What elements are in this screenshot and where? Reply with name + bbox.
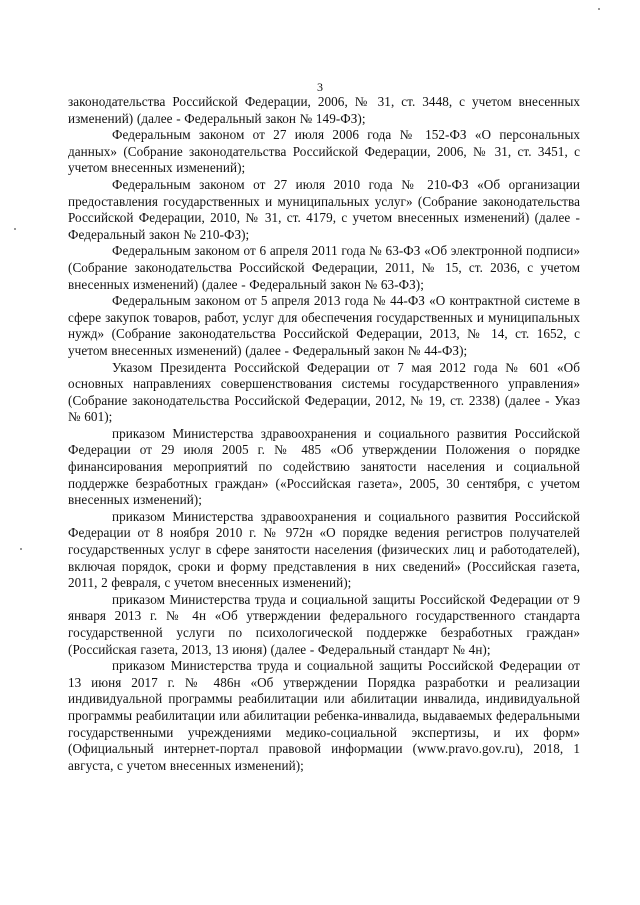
page-number: 3 xyxy=(317,80,323,94)
paragraph-federal-law-63: Федеральным законом от 6 апреля 2011 года № 63-ФЗ «Об электронной подписи» (Собрание законодательства Российской Федерации, 2011, № 15, ст. 2036, с учетом внесенных изменений) (далее - Федеральный закон № 63-ФЗ); xyxy=(68,243,580,292)
paragraph-order-972n: приказом Министерства здравоохранения и социального развития Российской Федерации от 8 ноября 2010 г. № 972н «О порядке ведения регистров получателей государственных услуг в сфере занятости населения (физических лиц и работодателей), включая порядок, сроки и форму представления в них сведений» (Российская газета, 2011, 2 февраля, с учетом внесенных изменений); xyxy=(68,508,580,591)
scan-speck xyxy=(20,548,22,550)
scan-speck xyxy=(14,228,16,230)
document-body xyxy=(68,94,580,774)
paragraph-federal-law-152: Федеральным законом от 27 июля 2006 года № 152-ФЗ «О персональных данных» (Собрание законодательства Российской Федерации, 2006, № 31, ст. 3451, с учетом внесенных изменений); xyxy=(68,127,580,176)
paragraph-decree-601: Указом Президента Российской Федерации от 7 мая 2012 года № 601 «Об основных направлениях совершенствования системы государственного управления» (Собрание законодательства Российской Федерации, 2012, № 19, ст. 2338) (далее - Указ № 601); xyxy=(68,359,580,425)
paragraph-federal-law-210: Федеральным законом от 27 июля 2010 года № 210-ФЗ «Об организации предоставления государственных и муниципальных услуг» (Собрание законодательства Российской Федерации, 2010, № 31, ст. 4179, с учетом внесенных изменений) (далее - Федеральный закон № 210-ФЗ); xyxy=(68,176,580,242)
scan-speck xyxy=(598,8,600,10)
paragraph-order-486n: приказом Министерства труда и социальной защиты Российской Федерации от 13 июня 2017 г. № 486н «Об утверждении Порядка разработки и реализации индивидуальной программы реабилитации или абилитации инвалида, индивидуальной программы реабилитации или абилитации ребенка-инвалида, выдаваемых федеральными государственными учреждениями медико-социальной экспертизы, и их форм» (Официальный интернет-портал правовой информации (www.pravo.gov.ru), 2018, 1 августа, с учетом внесенных изменений); xyxy=(68,658,580,773)
paragraph-continuation: законодательства Российской Федерации, 2006, № 31, ст. 3448, с учетом внесенных изменений) (далее - Федеральный закон № 149-ФЗ); xyxy=(68,94,580,126)
paragraph-order-4n: приказом Министерства труда и социальной защиты Российской Федерации от 9 января 2013 г. № 4н «Об утверждении федерального государственного стандарта государственной услуги по психологической поддержке безработных граждан» (Российская газета, 2013, 13 июня) (далее - Федеральный стандарт № 4н); xyxy=(68,591,580,657)
paragraph-order-485: приказом Министерства здравоохранения и социального развития Российской Федерации от 29 июля 2005 г. № 485 «Об утверждении Положения о порядке финансирования мероприятий по содействию занятости населения и социальной поддержке безработных граждан» («Российская газета», 2005, 30 сентября, с учетом внесенных изменений); xyxy=(68,425,580,508)
paragraph-federal-law-44: Федеральным законом от 5 апреля 2013 года № 44-ФЗ «О контрактной системе в сфере закупок товаров, работ, услуг для обеспечения государственных и муниципальных нужд» (Собрание законодательства Российской Федерации, 2013, № 14, ст. 1652, с учетом внесенных изменений) (далее - Федеральный закон № 44-ФЗ); xyxy=(68,293,580,358)
